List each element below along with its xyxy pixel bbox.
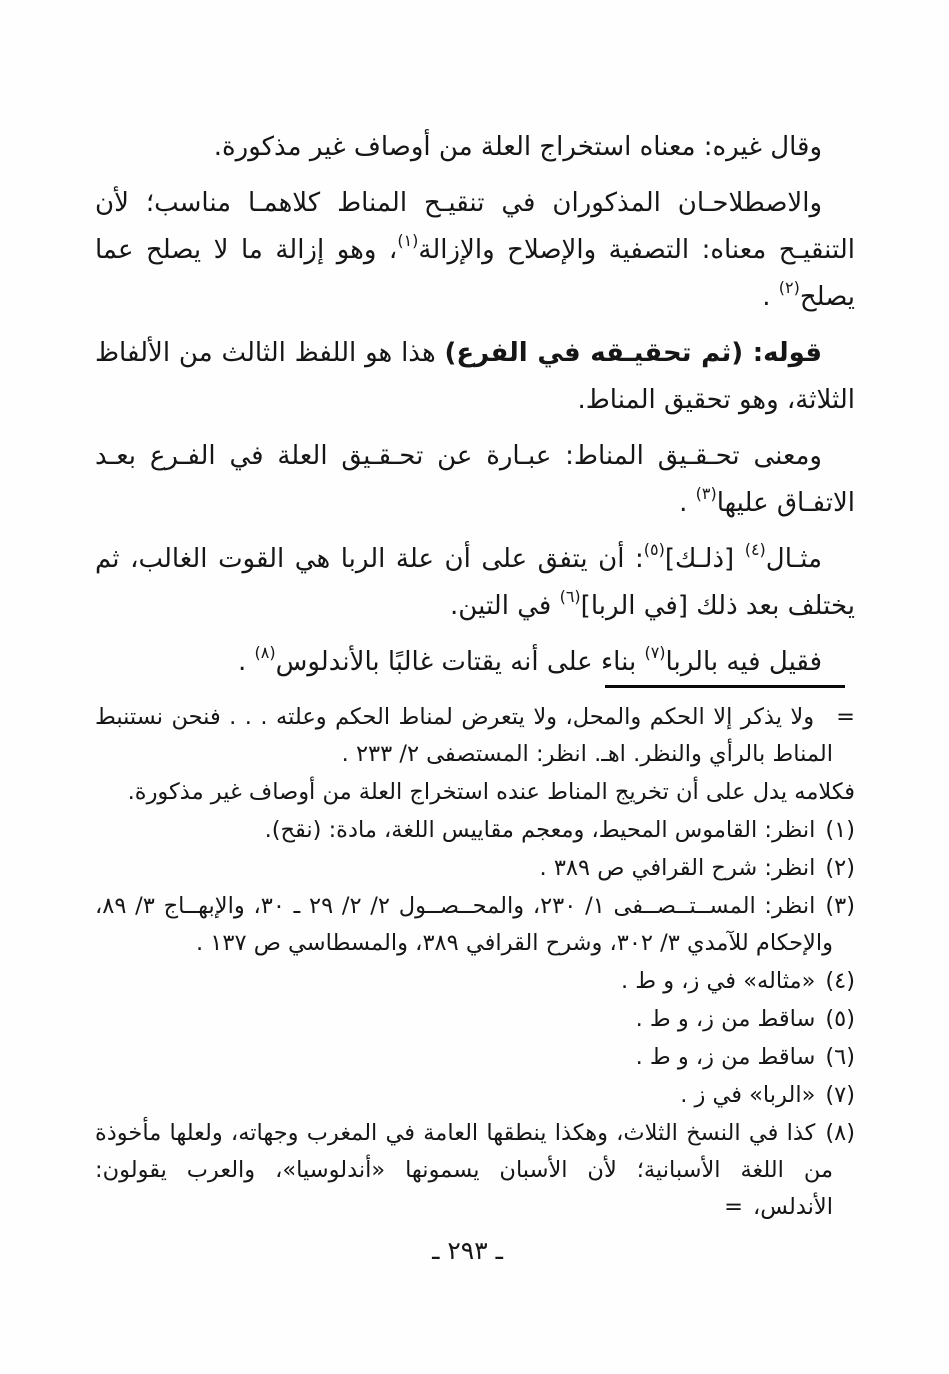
paragraph-text: في التين.: [450, 591, 560, 621]
body-paragraph: [95, 180, 855, 321]
paragraph-text: وقال غيره: معناه استخراج العلة من أوصاف غير مذكورة.: [213, 132, 822, 162]
footnote-ref-7: (٧): [644, 643, 666, 663]
footnote-text: ولا يذكر إلا الحكم والمحل، ولا يتعرض لمناط الحكم وعلته . . . فنحن نستنبط المناط بالرأي والنظر. اهـ. انظر: المستصفى ٢/ ٢٣٣ .: [95, 704, 833, 767]
paragraph-text: .: [762, 282, 779, 312]
footnote-separator-rule: [605, 685, 845, 688]
footnote-item: [95, 1115, 855, 1226]
body-paragraph: [95, 639, 855, 686]
footnote-item: [95, 850, 855, 887]
footnote-text: فكلامه يدل على أن تخريج المناط عنده استخراج العلة من أوصاف غير مذكورة.: [127, 779, 855, 805]
body-paragraph: [95, 330, 855, 424]
body-paragraph: [95, 536, 855, 630]
footnote-text: انظر: القاموس المحيط، ومعجم مقاييس اللغة، مادة: (نقح).: [264, 817, 816, 843]
footnote-number: (٨): [825, 1120, 855, 1146]
footnote-number: (٧): [825, 1082, 855, 1108]
continuation-trail-marker: =: [724, 1194, 744, 1220]
footnote-item: [95, 1039, 855, 1076]
footnote-text: «مثاله» في ز، و ط .: [620, 968, 816, 994]
footnote-ref-1: (١): [397, 231, 419, 251]
footnote-continuation: [95, 699, 855, 773]
body-text: [95, 124, 855, 695]
footnote-ref-5: (٥): [643, 540, 665, 560]
footnote-continuation-followup: [95, 774, 855, 811]
footnote-number: (٣): [825, 893, 856, 919]
footnote-ref-6: (٦): [559, 587, 581, 607]
footnote-text: ساقط من ز، و ط .: [635, 1044, 816, 1070]
footnote-number: (٦): [825, 1044, 855, 1070]
body-paragraph: [95, 433, 855, 527]
paragraph-text: ومعنى تحـقـيق المناط: عبـارة عن تحـقـيق العلة في الفـرع بعـد الاتفـاق عليها: [95, 441, 855, 518]
continuation-marker: =: [836, 704, 855, 730]
paragraph-text: بناء على أنه يقتات غالبًا بالأندلوس: [275, 647, 645, 677]
paragraph-text: [ذلـك]: [664, 544, 745, 574]
paragraph-text: : أن يتفق على أن علة الربا هي القوت الغالب، ثم يختلف بعد ذلك [في الربا]: [95, 544, 855, 621]
footnote-number: (٥): [825, 1006, 855, 1032]
quoted-matn-bold: قوله: (ثم تحقيـقه في الفرع): [444, 338, 822, 368]
footnote-ref-4: (٤): [744, 540, 766, 560]
footnote-item: [95, 963, 855, 1000]
footnote-item: [95, 888, 855, 962]
paragraph-text: فقيل فيه بالربا: [665, 647, 822, 677]
paragraph-text: هذا هو اللفظ الثالث من الألفاظ الثلاثة، وهو تحقيق المناط.: [95, 338, 855, 415]
footnote-number: (١): [825, 817, 855, 843]
footnote-number: (٢): [825, 855, 855, 881]
footnote-ref-2: (٢): [778, 278, 800, 298]
footnotes: [95, 699, 855, 1227]
footnote-ref-3: (٣): [695, 484, 717, 504]
footnote-text: كذا في النسخ الثلاث، وهكذا ينطقها العامة في المغرب وجهاته، ولعلها مأخوذة من اللغة الأسبانية؛ لأن الأسبان يسمونها «أندلوسيا»، والعرب يقولون: الأندلس،: [95, 1120, 833, 1220]
footnote-text: انظر: المســتــصــفى ١/ ٢٣٠، والمحــصــول ٢/ ٢/ ٢٩ ـ ٣٠، والإبهــاج ٣/ ٨٩، والإحكام للآمدي ٣/ ٣٠٢، وشرح القرافي ٣٨٩، والمسطاسي ص ١٣٧ .: [95, 893, 833, 956]
footnote-text: انظر: شرح القرافي ص ٣٨٩ .: [539, 855, 816, 881]
footnote-text: ساقط من ز، و ط .: [635, 1006, 816, 1032]
paragraph-text: والاصطلاحـان المذكوران في تنقيـح المناط كلاهمـا مناسب؛ لأن التنقيـح معناه: التصفية والإصلاح والإزالة: [95, 188, 855, 265]
footnote-number: (٤): [825, 968, 855, 994]
body-paragraph: [95, 124, 855, 171]
paragraph-text: ، وهو إزالة ما لا يصلح عما يصلح: [95, 235, 855, 312]
footnote-text: «الربا» في ز .: [680, 1082, 816, 1108]
paragraph-text: .: [238, 647, 255, 677]
paragraph-text: مثـال: [765, 544, 822, 574]
footnote-ref-8: (٨): [254, 643, 276, 663]
footnote-item: [95, 1001, 855, 1038]
page-number: ـ ٢٩٣ ـ: [432, 1236, 503, 1265]
footnote-item: [95, 1077, 855, 1114]
footnote-item: [95, 812, 855, 849]
paragraph-text: .: [679, 488, 696, 518]
